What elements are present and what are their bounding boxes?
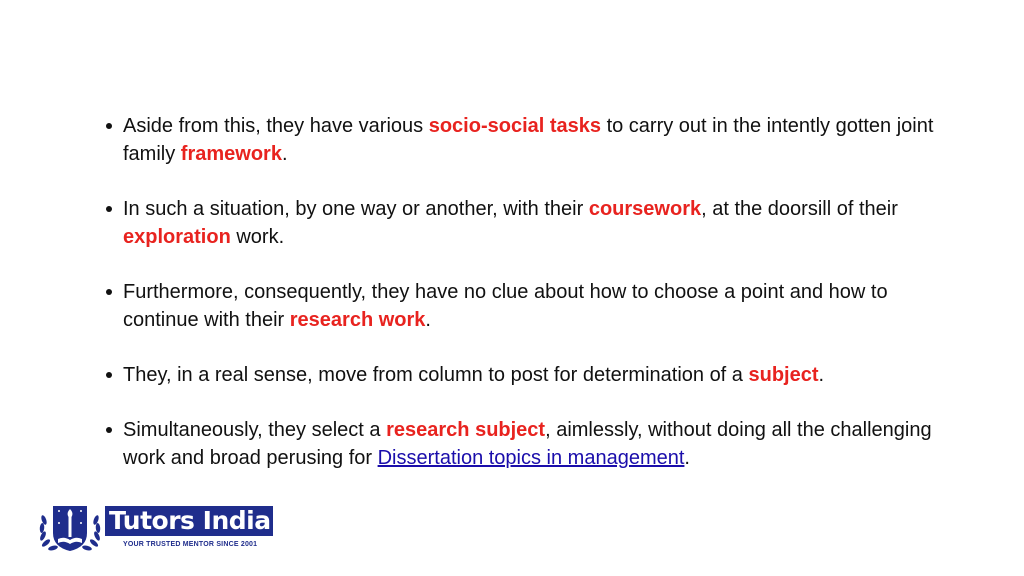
highlight-term: coursework [588,198,702,220]
bullet-text: Simultaneously, they select a [123,419,387,441]
laurel-emblem-icon [37,503,103,553]
bullet-text: to carry out in the intently gotten joint family [123,115,934,165]
bullet-item [104,416,934,472]
bullet-text: . [684,447,690,469]
bullet-text: . [818,364,825,386]
highlight-term: socio-social tasks [428,115,602,137]
dissertation-topics-link[interactable]: Dissertation topics in management [377,447,685,469]
bullet-item [104,278,934,334]
highlight-term: subject [748,364,819,386]
bullet-text: , aimlessly, without doing all the challenging work and broad perusing for [123,419,932,469]
bullet-text: Furthermore, consequently, they have no clue about how to choose a point and how to continue with their [123,281,888,331]
bullet-text: Aside from this, they have various [123,115,429,137]
bullet-item [104,361,934,389]
highlight-term: research subject [386,419,546,441]
bullet-list [104,112,934,499]
bullet-text: In such a situation, by one way or another, with their [123,198,589,220]
bullet-item [104,195,934,251]
bullet-text: work. [230,226,285,248]
bullet-text: , at the doorsill of their [701,198,898,220]
brand-tagline: YOUR TRUSTED MENTOR SINCE 2001 [123,541,258,548]
brand-name: Tutors India [105,506,273,536]
highlight-term: research work [289,309,426,331]
bullet-text: They, in a real sense, move from column to post for determination of a [123,364,749,386]
bullet-text: . [281,143,288,165]
highlight-term: exploration [123,226,231,248]
bullet-text: . [425,309,431,331]
highlight-term: framework [180,143,282,165]
tutors-india-logo [37,503,277,553]
bullet-item [104,112,934,168]
